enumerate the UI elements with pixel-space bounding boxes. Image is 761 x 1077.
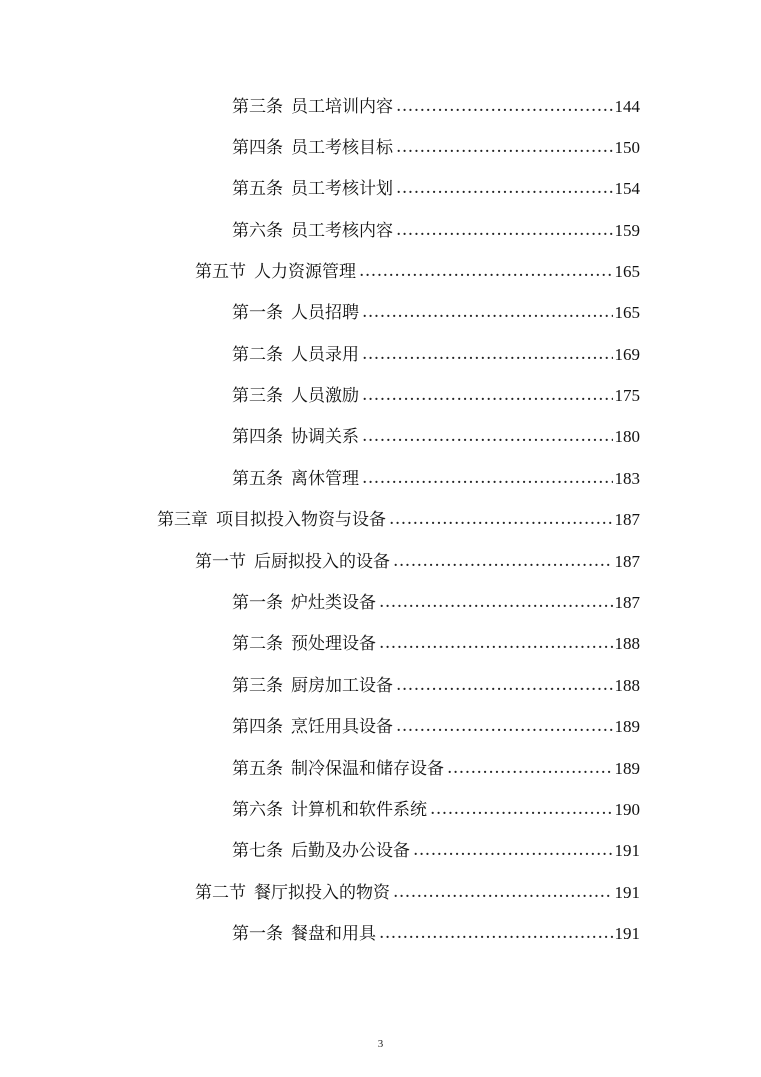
toc-entry-article[interactable] — [232, 754, 640, 784]
toc-entry-page: 188 — [614, 676, 640, 695]
toc-dot-leader — [362, 380, 613, 410]
toc-entry-section[interactable] — [195, 547, 640, 577]
toc-dot-leader — [430, 794, 613, 824]
toc-entry-title: 离休管理 — [291, 469, 359, 489]
toc-entry-title: 人员激励 — [291, 386, 359, 406]
toc-entry-title: 后勤及办公设备 — [291, 841, 410, 861]
toc-entry-article[interactable] — [232, 464, 640, 494]
toc-dot-leader — [362, 421, 613, 451]
toc-entry-page: 165 — [614, 303, 640, 322]
toc-entry-number: 第二条 — [232, 345, 283, 365]
toc-entry-number: 第三条 — [232, 386, 283, 406]
toc-entry-article[interactable] — [232, 133, 640, 163]
toc-entry-article[interactable] — [232, 712, 640, 742]
toc-dot-leader — [393, 877, 613, 907]
toc-dot-leader — [396, 173, 613, 203]
toc-entry-number: 第四条 — [232, 138, 283, 158]
toc-entry-number: 第一条 — [232, 593, 283, 613]
toc-entry-article[interactable] — [232, 919, 640, 949]
toc-entry-page: 159 — [614, 221, 640, 240]
toc-entry-number: 第五条 — [232, 469, 283, 489]
toc-entry-page: 144 — [614, 97, 640, 116]
toc-entry-title: 员工培训内容 — [291, 97, 393, 117]
toc-entry-title: 员工考核目标 — [291, 138, 393, 158]
toc-entry-title: 人力资源管理 — [254, 262, 356, 282]
toc-dot-leader — [393, 546, 613, 576]
toc-dot-leader — [396, 132, 613, 162]
toc-entry-article[interactable] — [232, 422, 640, 452]
toc-entry-title: 餐盘和用具 — [291, 924, 376, 944]
toc-entry-page: 191 — [614, 883, 640, 902]
toc-dot-leader — [413, 835, 613, 865]
page-number: 3 — [377, 1038, 384, 1050]
toc-dot-leader — [396, 215, 613, 245]
toc-entry-page: 187 — [614, 593, 640, 612]
toc-entry-page: 190 — [614, 800, 640, 819]
toc-entry-page: 191 — [614, 924, 640, 943]
toc-entry-number: 第二条 — [232, 634, 283, 654]
toc-dot-leader — [396, 91, 613, 121]
toc-entry-number: 第三条 — [232, 97, 283, 117]
toc-entry-article[interactable] — [232, 340, 640, 370]
toc-entry-title: 后厨拟投入的设备 — [254, 552, 390, 572]
toc-entry-number: 第一条 — [232, 303, 283, 323]
toc-entry-page: 187 — [614, 510, 640, 529]
toc-entry-article[interactable] — [232, 795, 640, 825]
toc-dot-leader — [447, 753, 613, 783]
toc-dot-leader — [362, 463, 613, 493]
toc-dot-leader — [389, 504, 613, 534]
toc-entry-page: 165 — [614, 262, 640, 281]
toc-entry-section[interactable] — [195, 878, 640, 908]
toc-entry-article[interactable] — [232, 92, 640, 122]
toc-dot-leader — [396, 711, 613, 741]
toc-entry-number: 第五条 — [232, 759, 283, 779]
toc-entry-number: 第一条 — [232, 924, 283, 944]
toc-dot-leader — [379, 918, 613, 948]
toc-entry-article[interactable] — [232, 671, 640, 701]
toc-entry-title: 烹饪用具设备 — [291, 717, 393, 737]
toc-entry-article[interactable] — [232, 216, 640, 246]
toc-entry-number: 第七条 — [232, 841, 283, 861]
toc-entry-page: 191 — [614, 841, 640, 860]
toc-entry-title: 人员录用 — [291, 345, 359, 365]
toc-entry-number: 第五节 — [195, 262, 246, 282]
toc-entry-number: 第二节 — [195, 883, 246, 903]
toc-entry-number: 第六条 — [232, 221, 283, 241]
toc-entry-page: 175 — [614, 386, 640, 405]
toc-entry-page: 154 — [614, 179, 640, 198]
toc-entry-article[interactable] — [232, 298, 640, 328]
toc-dot-leader — [379, 587, 613, 617]
toc-dot-leader — [362, 339, 613, 369]
toc-entry-number: 第一节 — [195, 552, 246, 572]
toc-entry-page: 150 — [614, 138, 640, 157]
toc-entry-number: 第四条 — [232, 717, 283, 737]
toc-entry-page: 189 — [614, 759, 640, 778]
toc-entry-article[interactable] — [232, 629, 640, 659]
toc-entry-title: 计算机和软件系统 — [291, 800, 427, 820]
toc-entry-title: 厨房加工设备 — [291, 676, 393, 696]
toc-entry-title: 餐厅拟投入的物资 — [254, 883, 390, 903]
toc-entry-page: 180 — [614, 427, 640, 446]
toc-entry-chapter[interactable] — [157, 505, 640, 535]
toc-entry-page: 187 — [614, 552, 640, 571]
toc-entry-title: 炉灶类设备 — [291, 593, 376, 613]
toc-entry-title: 协调关系 — [291, 427, 359, 447]
toc-dot-leader — [396, 670, 613, 700]
toc-entry-number: 第六条 — [232, 800, 283, 820]
toc-entry-number: 第三条 — [232, 676, 283, 696]
toc-entry-number: 第三章 — [157, 510, 208, 530]
toc-entry-article[interactable] — [232, 381, 640, 411]
toc-entry-title: 预处理设备 — [291, 634, 376, 654]
toc-entry-page: 188 — [614, 634, 640, 653]
toc-entry-article[interactable] — [232, 836, 640, 866]
toc-entry-page: 189 — [614, 717, 640, 736]
toc-entry-title: 员工考核内容 — [291, 221, 393, 241]
toc-entry-title: 项目拟投入物资与设备 — [216, 510, 386, 530]
toc-dot-leader — [362, 297, 613, 327]
toc-entry-page: 169 — [614, 345, 640, 364]
toc-dot-leader — [379, 628, 613, 658]
toc-entry-section[interactable] — [195, 257, 640, 287]
toc-entry-title: 制冷保温和储存设备 — [291, 759, 444, 779]
toc-entry-page: 183 — [614, 469, 640, 488]
toc-entry-title: 人员招聘 — [291, 303, 359, 323]
toc-entry-number: 第四条 — [232, 427, 283, 447]
toc-dot-leader — [359, 256, 613, 286]
toc-entry-article[interactable] — [232, 588, 640, 618]
toc-entry-number: 第五条 — [232, 179, 283, 199]
toc-entry-title: 员工考核计划 — [291, 179, 393, 199]
toc-entry-article[interactable] — [232, 174, 640, 204]
